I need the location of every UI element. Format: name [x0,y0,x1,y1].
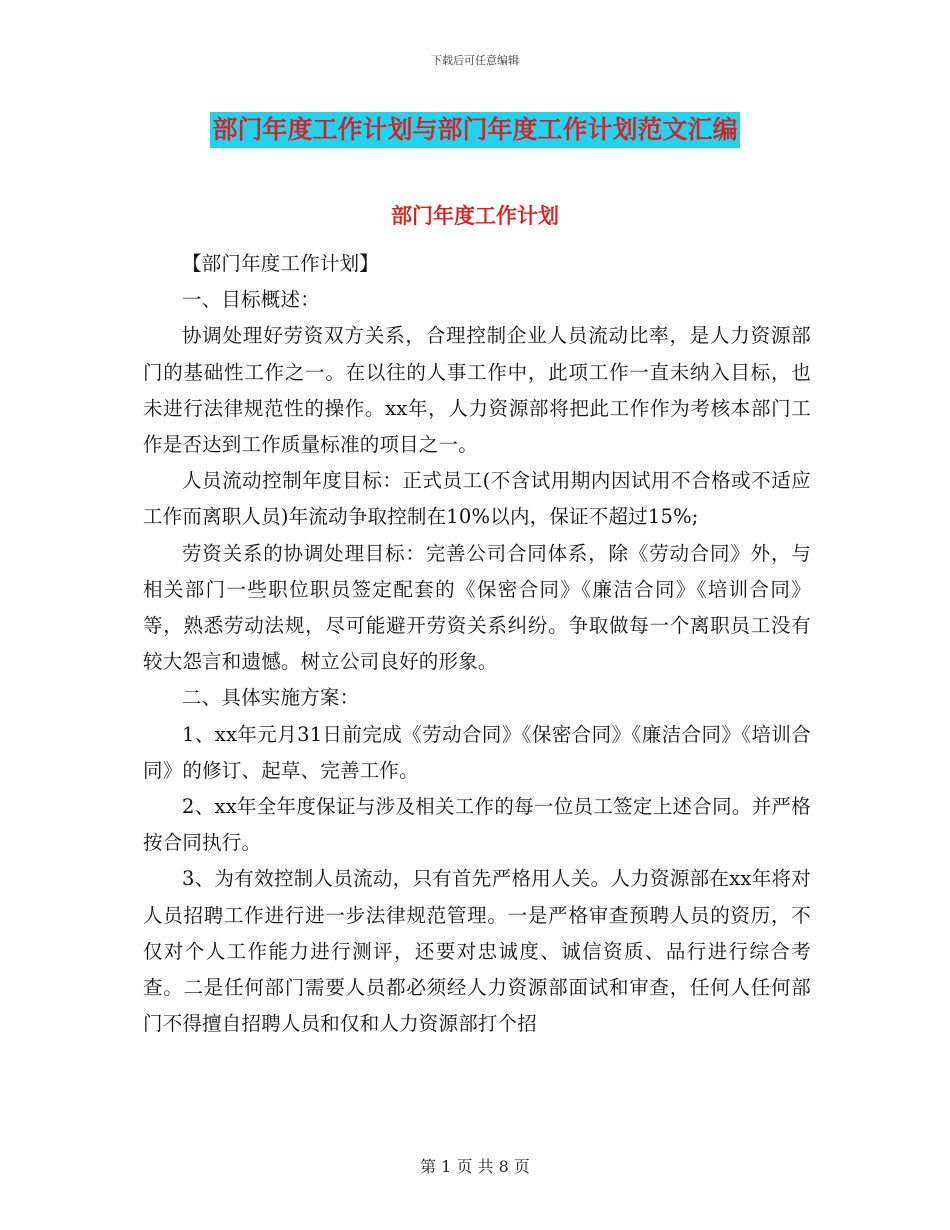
paragraph: 3、为有效控制人员流动，只有首先严格用人关。人力资源部在xx年将对人员招聘工作进行进一步法律规范管理。一是严格审查预聘人员的资历，不仅对个人工作能力进行测评，还要对忠诚度、诚信资质、品行进行综合考查。二是任何部门需要人员都必须经人力资源部面试和审查，任何人任何部门不得擅自招聘人员和仅和人力资源部打个招 [143,867,811,1036]
paragraph: 2、xx年全年度保证与涉及相关工作的每一位员工签定上述合同。并严格按合同执行。 [143,795,811,855]
paragraph: 人员流动控制年度目标：正式员工(不含试用期内因试用不合格或不适应工作而离职人员)年流动争取控制在10%以内，保证不超过15%; [143,469,811,529]
paragraph: 1、xx年元月31日前完成《劳动合同》《保密合同》《廉洁合同》《培训合同》的修订、起草、完善工作。 [143,722,811,782]
document-body [143,246,811,1042]
section-title: 部门年度工作计划 [391,204,559,228]
document-title [0,112,950,148]
paragraph: 二、具体实施方案： [182,686,360,710]
paragraph: 一、目标概述： [182,288,320,312]
paragraph: 劳资关系的协调处理目标：完善公司合同体系，除《劳动合同》外，与相关部门一些职位职员签定配套的《保密合同》《廉洁合同》《培训合同》等，熟悉劳动法规，尽可能避开劳资关系纠纷。争取做每一个离职员工没有较大怨言和遗憾。树立公司良好的形象。 [143,541,811,674]
page-number: 第 1 页 共 8 页 [420,1157,530,1176]
document-title-text: 部门年度工作计划与部门年度工作计划范文汇编 [210,112,739,148]
paragraph: 协调处理好劳资双方关系，合理控制企业人员流动比率，是人力资源部门的基础性工作之一。在以往的人事工作中，此项工作一直未纳入目标，也未进行法律规范性的操作。xx年，人力资源部将把此工作作为考核本部门工作是否达到工作质量标准的项目之一。 [143,324,811,457]
page-header-note: 下载后可任意编辑 [431,54,519,67]
paragraph: 【部门年度工作计划】 [182,252,380,275]
